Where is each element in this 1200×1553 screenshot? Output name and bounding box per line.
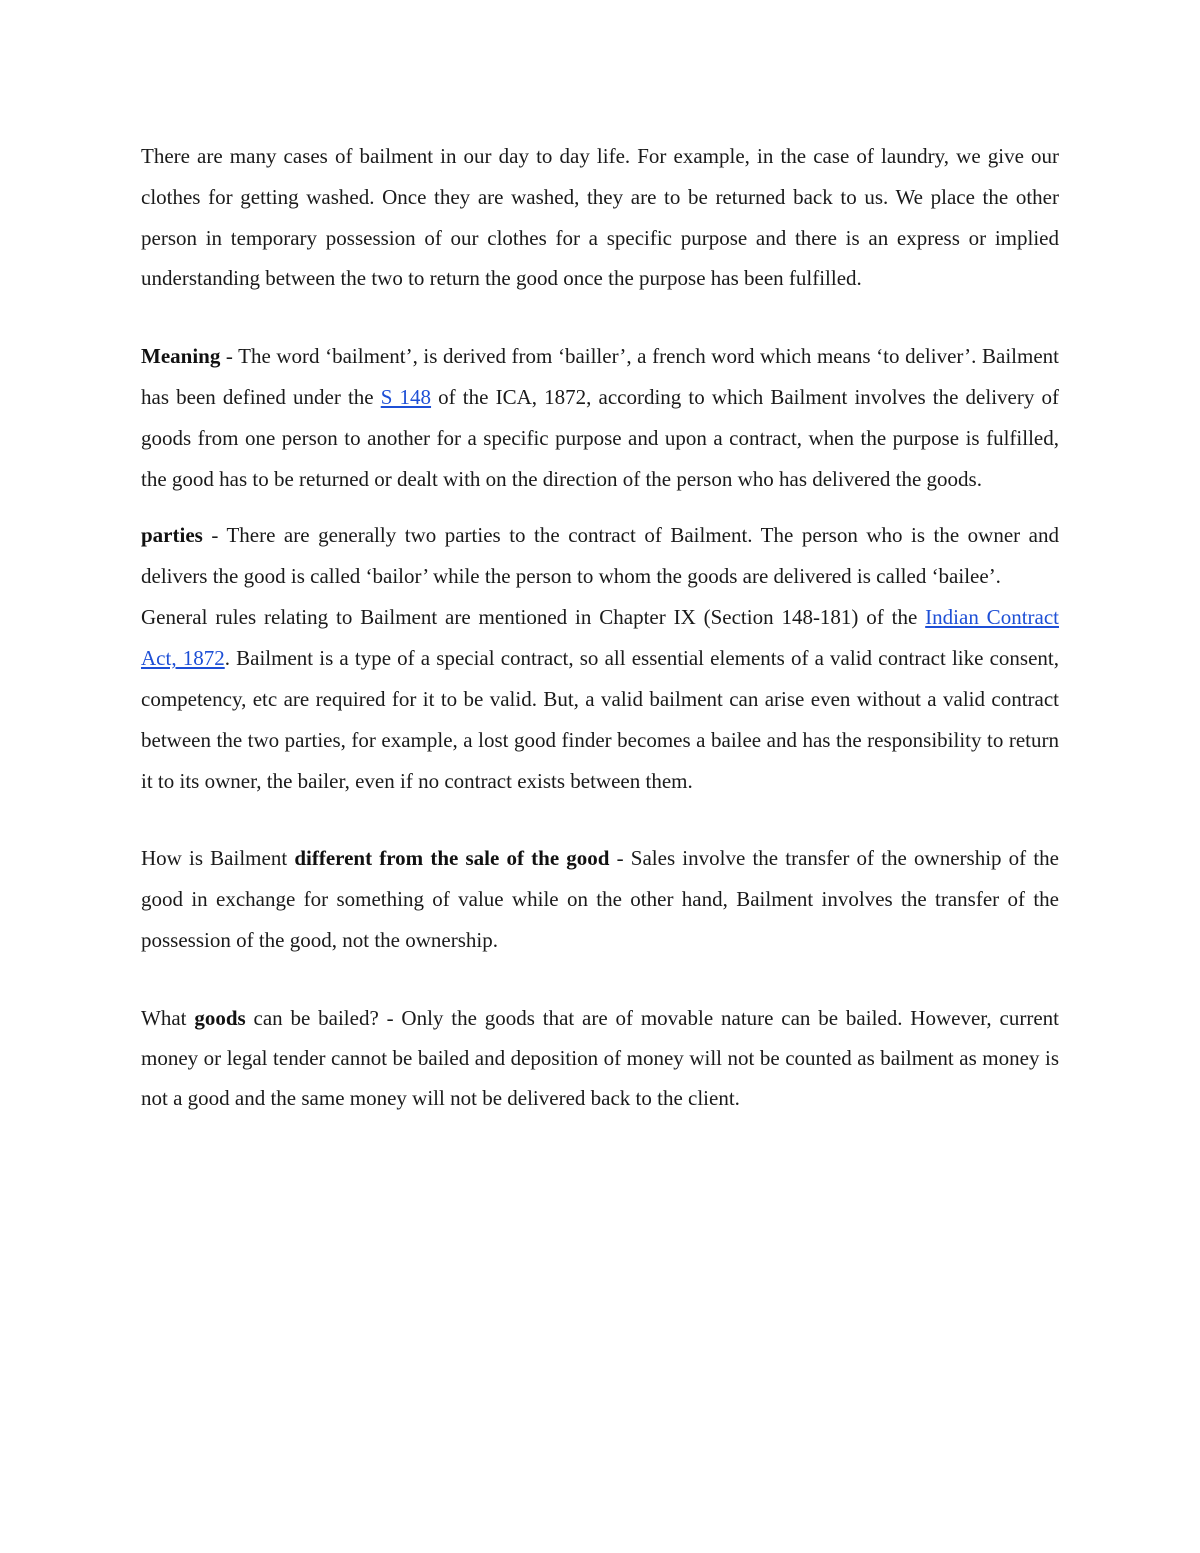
term-meaning: Meaning [141, 344, 221, 369]
paragraph-meaning [141, 336, 1059, 499]
paragraph-intro-text: There are many cases of bailment in our day to day life. For example, in the case of laundry, we give our clothes for getting washed. Once they are washed, they are to be returned back to us. We place the other person in temporary possession of our clothes for a specific purpose and there is an express or implied understanding between the two to return the good once the purpose has been fulfilled. [141, 144, 1059, 291]
link-indian-contract-act[interactable]: Indian Contract Act, 1872 [141, 605, 1059, 671]
term-goods: goods [194, 1005, 246, 1030]
paragraph-general-rules [141, 597, 1059, 801]
paragraph-goods [141, 998, 1059, 1118]
term-different-from-sale: different from the sale of the good [294, 846, 610, 871]
paragraph-parties-text: - There are generally two parties to the contract of Bailment. The person who is the owner and delivers the good is called ‘bailor’ while the person to whom the goods are delivered is called ‘bailee’. [141, 523, 1059, 589]
paragraph-goods-text-1: What [141, 1005, 195, 1030]
paragraph-parties [141, 515, 1059, 597]
paragraph-meaning-text-1: - The word ‘bailment’, is derived from ‘bailler’, a french word which means ‘to deliver’. Bailment has been defined under the [141, 344, 1059, 409]
document-body [141, 136, 1059, 1118]
paragraph-intro [141, 136, 1059, 299]
link-s-148[interactable]: S 148 [380, 384, 432, 409]
paragraph-goods-text-2: can be bailed? - Only the goods that are of movable nature can be bailed. However, current money or legal tender cannot be bailed and deposition of money will not be counted as bailment as money is not a good and the same money will not be delivered back to the client. [141, 1005, 1059, 1110]
paragraph-meaning-text-2: of the ICA, 1872, according to which Bailment involves the delivery of goods from one person to another for a specific purpose and upon a contract, when the purpose is fulfilled, the good has to be returned or dealt with on the direction of the person who has delivered the goods. [141, 384, 1059, 491]
paragraph-difference-sale-text-1: How is Bailment [141, 846, 295, 871]
paragraph-difference-sale [141, 838, 1059, 960]
paragraph-difference-sale-text-2: - Sales involve the transfer of the ownership of the good in exchange for something of value while on the other hand, Bailment involves the transfer of the possession of the good, not the ownership. [141, 846, 1059, 952]
paragraph-general-rules-text-1: General rules relating to Bailment are mentioned in Chapter IX (Section 148-181) of the [141, 605, 926, 630]
paragraph-general-rules-text-2: . Bailment is a type of a special contract, so all essential elements of a valid contract like consent, competency, etc are required for it to be valid. But, a valid bailment can arise even without a valid contract between the two parties, for example, a lost good finder becomes a bailee and has the responsibility to return it to its owner, the bailer, even if no contract exists between them. [141, 646, 1059, 793]
term-parties: parties [141, 523, 203, 548]
